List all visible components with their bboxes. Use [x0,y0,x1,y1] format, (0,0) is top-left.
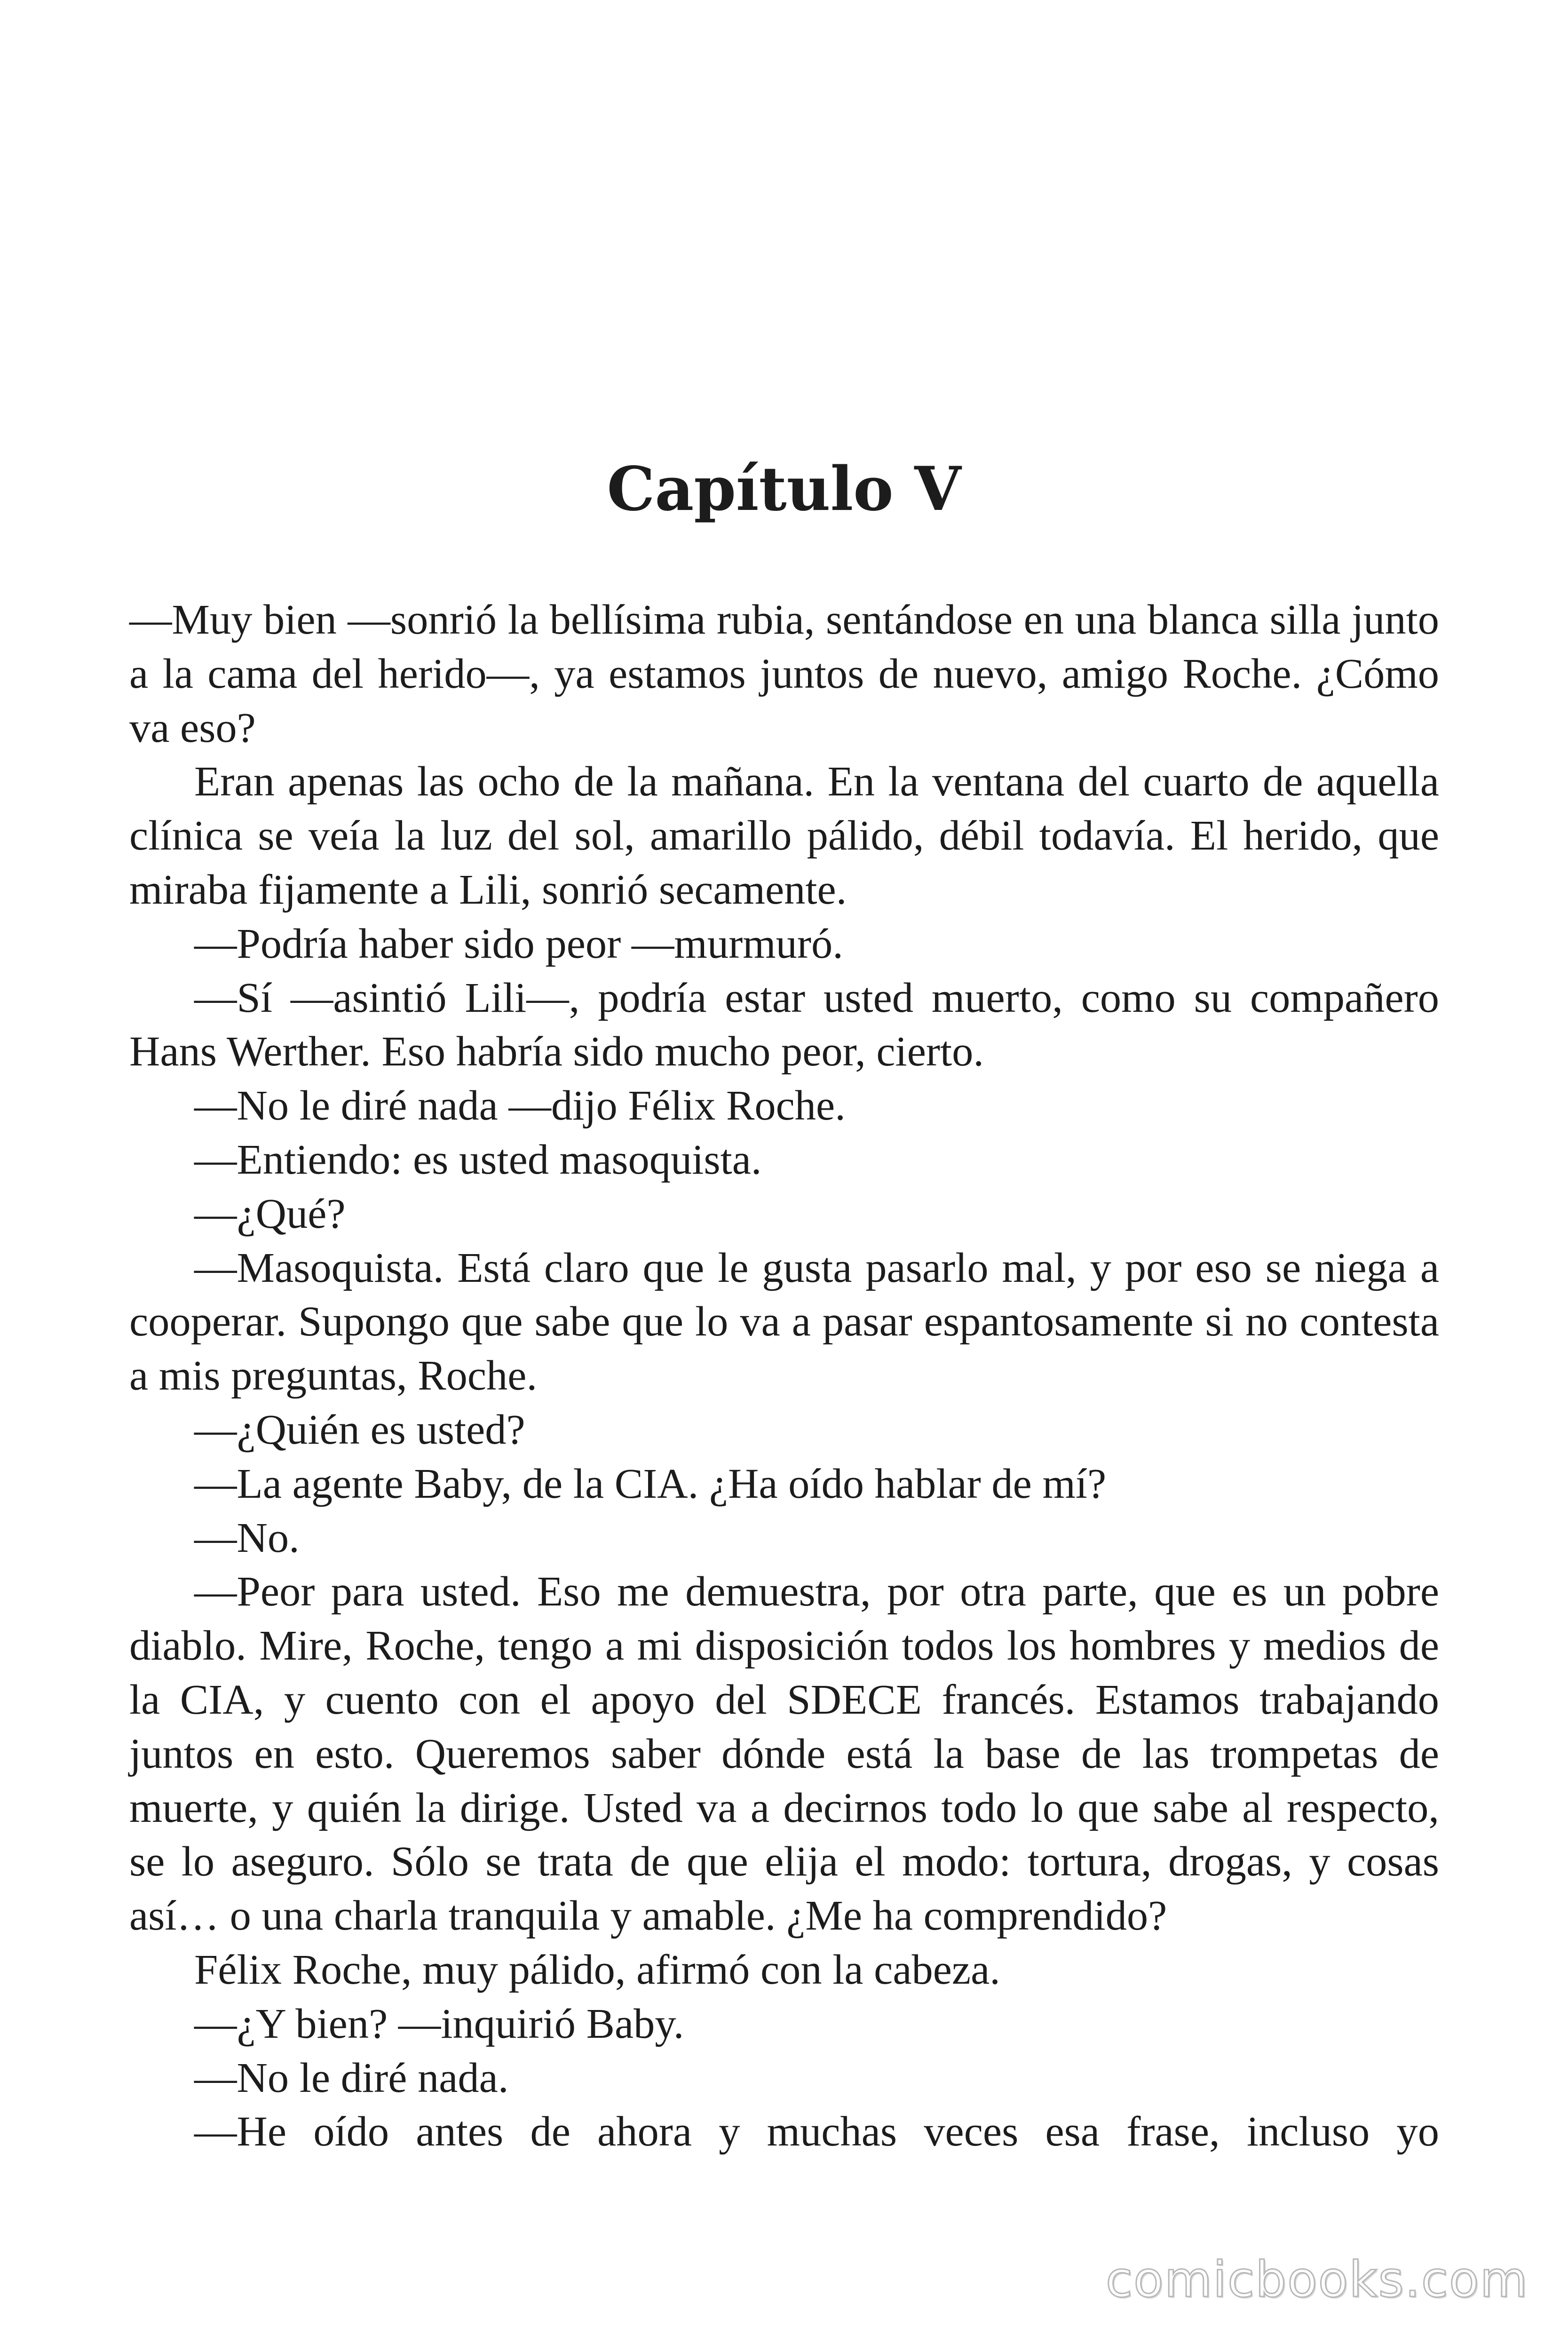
chapter-title: Capítulo V [607,454,961,524]
paragraph-2: Eran apenas las ocho de la mañana. En la ventana del cuarto de aquella clínica se veía la luz del sol, amarillo pálido, débil todavía. El herido, que miraba fijamente a Lili, sonrió secamente. [129,757,1439,913]
paragraph-14: —¿Y bien? —inquirió Baby. [194,1999,684,2047]
paragraph-1: —Muy bien —sonrió la bellísima rubia, sentándose en una blanca silla junto a la cama del herido—, ya estamos juntos de nuevo, amigo Roche. ¿Cómo va eso? [129,596,1439,751]
paragraph-16: —He oído antes de ahora y muchas veces esa frase, incluso yo [194,2107,1439,2155]
paragraph-12: —Peor para usted. Eso me demuestra, por otra parte, que es un pobre diablo. Mire, Roche, tengo a mi disposición todos los hombres y medios de la CIA, y cuento con el apoyo del SDECE francés. Estamos trabajando juntos en esto. Queremos saber dónde está la base de las trompetas de muerte, y quién la dirige. Usted va a decirnos todo lo que sabe al respecto, se lo aseguro. Sólo se trata de que elija el modo: tortura, drogas, y cosas así… o una charla tranquila y amable. ¿Me ha comprendido? [129,1567,1439,1939]
paragraph-3: —Podría haber sido peor —murmuró. [194,919,843,967]
paragraph-6: —Entiendo: es usted masoquista. [194,1135,762,1183]
paragraph-15: —No le diré nada. [194,2053,509,2101]
watermark: comicbooks.com [1105,2251,1528,2308]
paragraph-8: —Masoquista. Está claro que le gusta pasarlo mal, y por eso se niega a cooperar. Supongo que sabe que lo va a pasar espantosamente si no contesta a mis preguntas, Roche. [129,1243,1439,1399]
paragraph-5: —No le diré nada —dijo Félix Roche. [194,1081,846,1129]
paragraph-9: —¿Quién es usted? [194,1405,525,1453]
paragraph-7: —¿Qué? [194,1189,346,1237]
paragraph-11: —No. [194,1513,300,1561]
paragraph-13: Félix Roche, muy pálido, afirmó con la cabeza. [194,1945,1000,1993]
chapter-text [129,593,1439,2159]
paragraph-10: —La agente Baby, de la CIA. ¿Ha oído hablar de mí? [194,1459,1107,1507]
paragraph-4: —Sí —asintió Lili—, podría estar usted muerto, como su compañero Hans Werther. Eso habría sido mucho peor, cierto. [129,973,1439,1075]
